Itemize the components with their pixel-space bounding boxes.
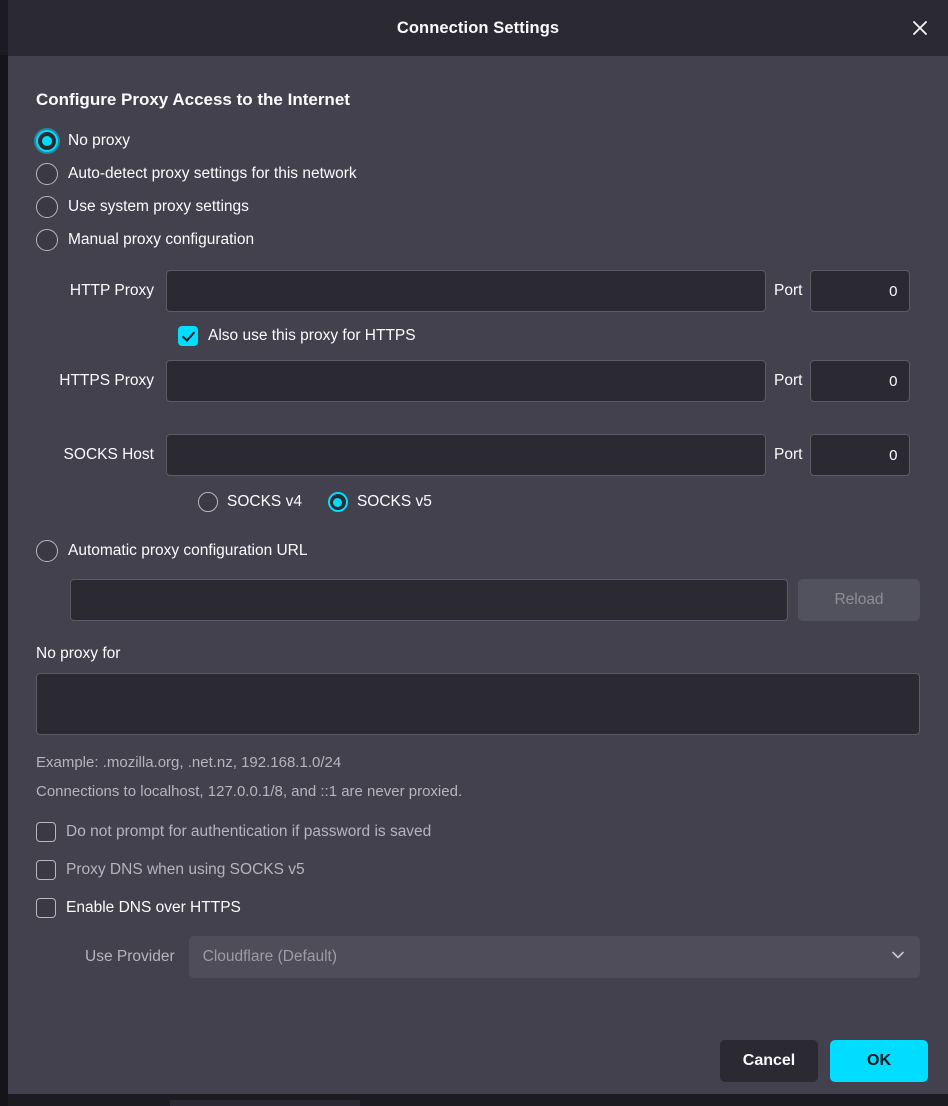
no-proxy-example: Example: .mozilla.org, .net.nz, 192.168.1.0/24	[36, 754, 342, 771]
close-icon[interactable]	[902, 10, 938, 46]
radio-system-proxy-label: Use system proxy settings	[68, 197, 249, 215]
provider-select-value: Cloudflare (Default)	[202, 948, 338, 965]
radio-socks-v5[interactable]	[328, 492, 432, 512]
radio-socks-v4-label: SOCKS v4	[227, 493, 302, 510]
option-doh[interactable]	[36, 898, 920, 918]
dialog-content	[8, 56, 948, 1094]
background-window-edge	[0, 55, 8, 1106]
socks-port-label: Port	[774, 446, 803, 463]
no-proxy-for-textarea[interactable]	[36, 673, 920, 735]
connection-settings-dialog	[8, 0, 948, 1094]
http-port-label: Port	[774, 282, 803, 299]
chevron-down-icon	[890, 947, 906, 968]
pac-url-input[interactable]	[70, 579, 788, 621]
radio-manual-proxy[interactable]	[36, 223, 920, 256]
http-port-input[interactable]	[810, 270, 910, 312]
radio-socks-v5-indicator[interactable]	[328, 492, 348, 512]
radio-pac-url[interactable]	[36, 534, 920, 567]
http-proxy-input[interactable]	[166, 270, 766, 312]
radio-no-proxy-label: No proxy	[68, 131, 131, 149]
radio-socks-v4[interactable]	[198, 492, 302, 512]
radio-system-proxy-indicator[interactable]	[36, 196, 58, 218]
cancel-button[interactable]: Cancel	[720, 1040, 818, 1082]
also-https-label: Also use this proxy for HTTPS	[208, 327, 416, 344]
radio-no-proxy[interactable]	[36, 124, 920, 157]
radio-socks-v5-label: SOCKS v5	[356, 493, 432, 510]
section-heading: Configure Proxy Access to the Internet	[36, 90, 350, 109]
option-doh-label: Enable DNS over HTTPS	[66, 899, 241, 916]
radio-socks-v4-indicator[interactable]	[198, 492, 218, 512]
dialog-titlebar	[8, 0, 948, 56]
option-proxy-dns[interactable]	[36, 860, 920, 880]
https-port-input[interactable]	[810, 360, 910, 402]
socks-host-label: SOCKS Host	[63, 446, 154, 463]
background-taskbar-item	[170, 1100, 360, 1106]
provider-select[interactable]	[189, 936, 920, 978]
radio-auto-detect[interactable]	[36, 157, 920, 190]
socks-host-row	[36, 434, 920, 476]
pac-url-row	[70, 579, 920, 621]
radio-auto-detect-indicator[interactable]	[36, 163, 58, 185]
provider-label: Use Provider	[85, 948, 175, 965]
provider-row	[62, 936, 920, 978]
socks-port-input[interactable]	[810, 434, 910, 476]
reload-button[interactable]: Reload	[798, 579, 920, 621]
no-proxy-for-label: No proxy for	[36, 645, 121, 662]
option-no-auth-prompt[interactable]	[36, 822, 920, 842]
dialog-footer	[720, 1040, 928, 1082]
dialog-title: Connection Settings	[396, 18, 560, 37]
http-proxy-label: HTTP Proxy	[69, 282, 154, 299]
radio-system-proxy[interactable]	[36, 190, 920, 223]
option-proxy-dns-checkbox[interactable]	[36, 860, 56, 880]
option-no-auth-prompt-label: Do not prompt for authentication if password is saved	[66, 823, 432, 840]
https-port-label: Port	[774, 372, 803, 389]
option-doh-checkbox[interactable]	[36, 898, 56, 918]
http-proxy-row	[36, 270, 920, 312]
radio-pac-url-indicator[interactable]	[36, 540, 58, 562]
https-proxy-input[interactable]	[166, 360, 766, 402]
radio-manual-proxy-indicator[interactable]	[36, 229, 58, 251]
ok-button[interactable]: OK	[830, 1040, 928, 1082]
option-no-auth-prompt-checkbox[interactable]	[36, 822, 56, 842]
also-https-checkbox[interactable]	[178, 326, 198, 346]
https-proxy-row	[36, 360, 920, 402]
radio-pac-url-label: Automatic proxy configuration URL	[68, 541, 308, 559]
https-proxy-label: HTTPS Proxy	[59, 372, 154, 389]
also-https-checkbox-row[interactable]	[178, 326, 920, 346]
socks-host-input[interactable]	[166, 434, 766, 476]
radio-auto-detect-label: Auto-detect proxy settings for this network	[68, 164, 357, 182]
socks-version-group	[198, 492, 920, 512]
option-proxy-dns-label: Proxy DNS when using SOCKS v5	[66, 861, 305, 878]
radio-no-proxy-indicator[interactable]	[36, 130, 58, 152]
localhost-note: Connections to localhost, 127.0.0.1/8, and ::1 are never proxied.	[36, 783, 463, 800]
radio-manual-proxy-label: Manual proxy configuration	[68, 230, 255, 248]
